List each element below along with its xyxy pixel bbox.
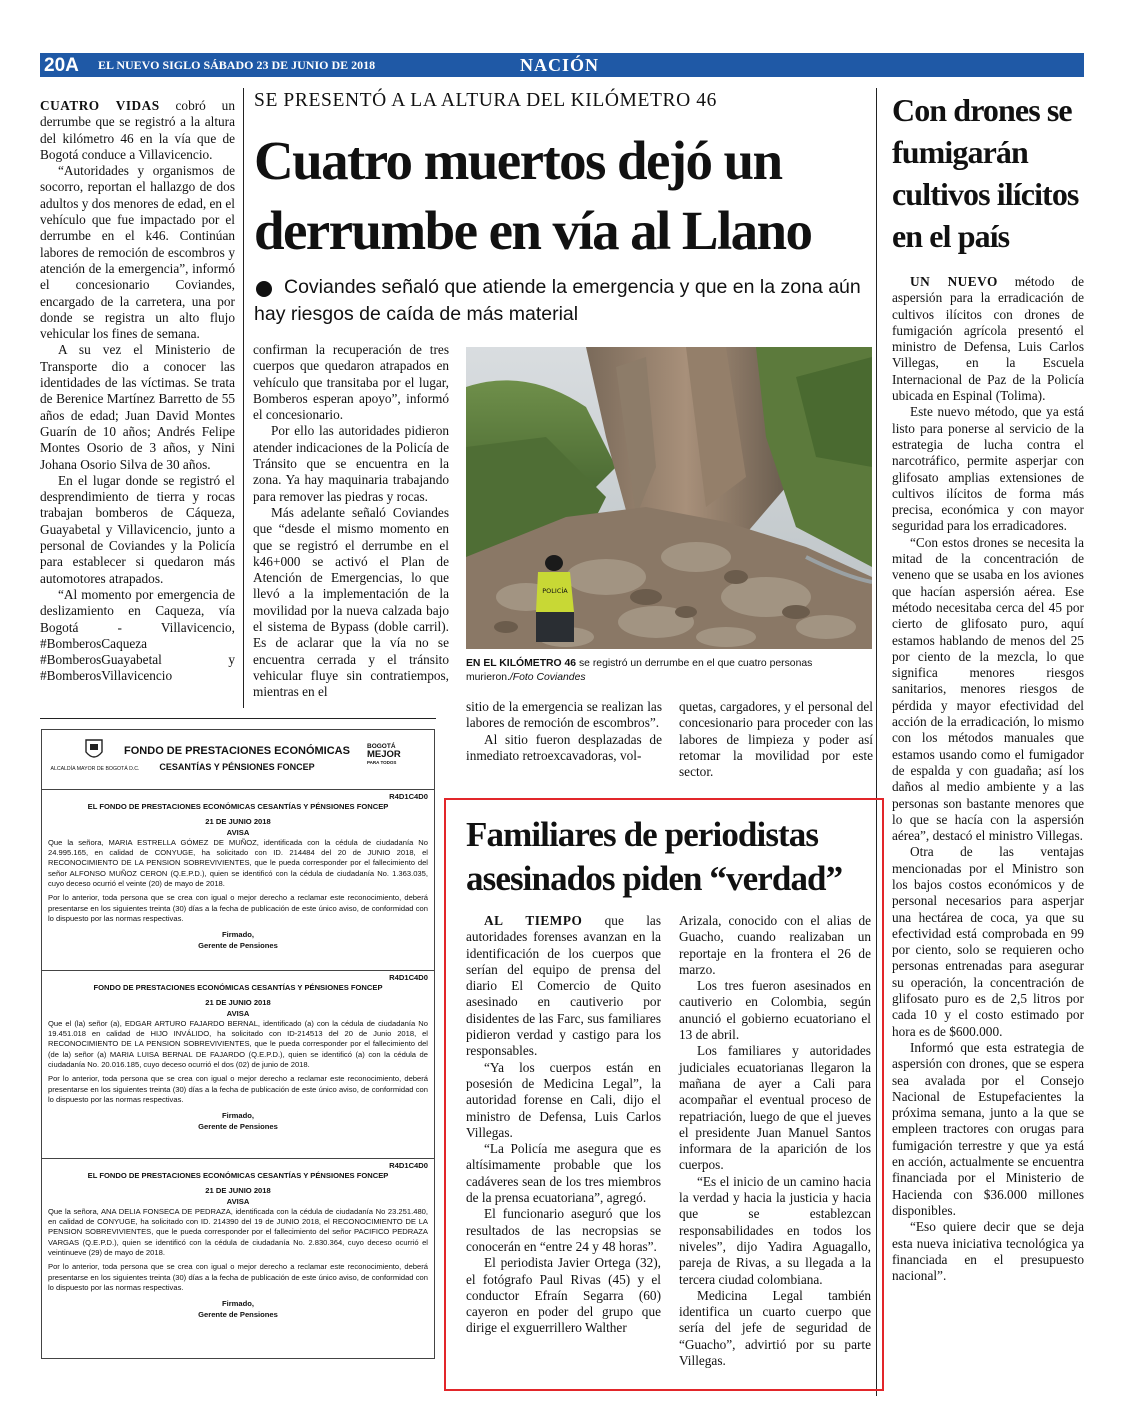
paragraph: Al sitio fueron desplazadas de inmediato retroexcavadoras, vol- [466, 731, 662, 763]
landslide-photo-graphic [466, 347, 872, 649]
notice-body: Que la señora, ANA DELIA FONSECA DE PEDRAZA, identificada con la cédula de ciudadanía No 23.251.480, en calidad de CONYUGE, ha solicitado con ID. 214390 del 19 de JUNIO 2018, el RECONOCIMIENTO DE LA PENSION SOBREVIVIENTES, que le pueda corresponder por el fallecimiento del señor PACIFICO PEDRAZA VARGAS (Q.E.P.D.), quien se identificó con la cédula de ciudadanía No. 2.830.364, cuyo deceso ocurrió el veintinueve (29) de mayo de 2018. [48, 1206, 428, 1258]
logo-main: MEJOR [367, 749, 401, 760]
paragraph: “La Policía me asegura que es altísimamente probable que los cadáveres sean de los tres miembros de la prensa ecuatoriana”, agregó. [466, 1141, 661, 1206]
bogota-mejor-logo [367, 743, 417, 765]
main-kicker: SE PRESENTÓ A LA ALTURA DEL KILÓMETRO 46 [254, 90, 717, 111]
coat-of-arms-graphic [76, 738, 112, 764]
caption-lead: EN EL KILÓMETRO 46 [466, 658, 577, 669]
paragraph: “Con estos drones se necesita la mitad de la concentración de veneno que se usaba en los aviones que hacían aspersión aérea. Ese método necesitaba cerca del 45 por cierto de glifosato puro, aquí estamos hablando de menos del 25 por ciento de la mezcla, lo que significa menores riesgos sanitarios, menores riesgos de pérdida y mayor efectividad del acción de la erradicación, lo mismo con los métodos manuales que estamos usando como el fumigador de espalda y con guadaña; así los daños al medio ambiente y a las personas son bastante menores que lo que se hacía con la aspersión aérea”, destacó el ministro Villegas. [892, 534, 1084, 844]
notice-body: Que la señora, MARIA ESTRELLA GÓMEZ DE MUÑOZ, identificada con la cédula de ciudadanía No 24.995.165, en calidad de CONYUGE, ha solicitado con ID. 214484 del 20 de JUNIO 2018, el RECONOCIMIENTO DE LA PENSION SOBREVIVIENTES, que le pueda corresponder por el fallecimiento del señor ALFONSO MUÑOZ CERON (Q.E.P.D.), quien se identificó con la cédula de ciudadanía No. 1.363.035, cuyo deceso ocurrió el veinte (20) de mayo de 2018. [48, 837, 428, 889]
notice-body: Por lo anterior, toda persona que se crea con igual o mejor derecho a reclamar este reconocimiento, deberá presentarse en los siguientes treinta (30) días a la fecha de publicación de este único aviso, de conformidad con lo dispuesto por las normas respectivas. [48, 1074, 428, 1104]
paper-date: EL NUEVO SIGLO SÁBADO 23 DE JUNIO DE 2018 [98, 58, 376, 72]
drones-column [892, 274, 1084, 1284]
notice-code: R4D1C4D0 [389, 973, 428, 982]
notice-aviso: AVISA [226, 1196, 250, 1206]
notice-heading: EL FONDO DE PRESTACIONES ECONÓMICAS CESANTÍAS Y PÉNSIONES FONCEP [87, 1171, 389, 1180]
notice-signature-title: Gerente de Pensiones [198, 1309, 278, 1319]
alcaldia-label: ALCALDÍA MAYOR DE BOGOTÁ D.C. [50, 766, 140, 772]
paragraph: Otra de las ventajas mencionadas por el Ministro son los bajos costos económicos y de personal necesarios para asperjar una hectárea de coca, ya que su efectividad está comprobada en 99 por ciento, solo se requieren ocho personas entrenadas para asegurar su operación, la concentración de glifosato puro es de 2,5 litros por cada 10 y el costo estimado por hora es de $600.000. [892, 844, 1084, 1039]
paragraph: cobró un derrumbe que se registró a la altura del kilómetro 46 en la vía que de Bogotá conduce a Villavicencio. [40, 98, 235, 162]
notice-aviso: AVISA [226, 1008, 250, 1018]
notice-code: R4D1C4D0 [389, 1161, 428, 1170]
vest-label: POLICÍA [542, 587, 568, 595]
paragraph: “Ya los cuerpos están en posesión de Medicina Legal”, la autoridad forense en Cali, dijo el ministro de Defensa, Luis Carlos Villegas. [466, 1059, 661, 1140]
paragraph: que las autoridades forenses avanzan en la identificación de los cuerpos que serían del equipo de prensa del diario El Comercio de Quito asesinado en cautiverio por disidentes de las Farc, sus familiares pidieron verdad y castigo para los responsables. [466, 913, 661, 1059]
logo-top: BOGOTÁ [367, 743, 396, 750]
lead-in: CUATRO VIDAS [40, 98, 160, 113]
paragraph: Este nuevo método, que ya está listo para ponerse al servicio de la estrategia de lucha contra el narcotráfico, permite asperjar con glifosato amplias extensiones de cultivos ilícitos de forma más precisa, económica y con mayor seguridad para los erradicadores. [892, 404, 1084, 534]
photo-caption [466, 657, 872, 685]
paragraph: “Al momento por emergencia de deslizamiento en Caqueza, vía Bogotá - Villavicencio, #BomberosCaqueza #BomberosGuayabetal y #BomberosVillavicencio [40, 586, 235, 684]
notice-code: R4D1C4D0 [389, 792, 428, 801]
notice-divider [42, 970, 434, 971]
section-rule [40, 718, 436, 719]
main-column-2 [253, 342, 449, 701]
paragraph: quetas, cargadores, y el personal del concesionario para proceder con las labores de limpieza y poder así retomar la movilidad por este sector. [679, 699, 873, 780]
page-number: 20A [44, 55, 79, 76]
paragraph: “Eso quiere decir que se deja esta nueva iniciativa tecnológica ya financiada en el presupuesto nacional”. [892, 1219, 1084, 1284]
notice-item [42, 1161, 434, 1320]
notice-item [42, 792, 434, 951]
main-column-4 [679, 699, 873, 780]
notice-heading: EL FONDO DE PRESTACIONES ECONÓMICAS CESANTÍAS Y PÉNSIONES FONCEP [87, 802, 389, 811]
paragraph: Medicina Legal también identifica un cuarto cuerpo que sería del jefe de seguridad de “Guacho”, advirtió por su parte Villegas. [679, 1287, 871, 1369]
paragraph: sitio de la emergencia se realizan las labores de remoción de escombros”. [466, 699, 662, 731]
legal-notice [41, 729, 435, 1359]
paragraph: Los tres fueron asesinados en cautiverio en Colombia, según anunció el gobierno ecuatoriano el 13 de abril. [679, 978, 871, 1043]
notice-heading: FONDO DE PRESTACIONES ECONÓMICAS CESANTÍAS Y PÉNSIONES FONCEP [93, 983, 383, 992]
paragraph: “Autoridades y organismos de socorro, reportan el hallazgo de dos adultos y dos menores de edad, en el vehículo que fue impactado por el derrumbe en el k46. Continúan labores de remoción de escombros y atención de la emergencia”, informó el concesionario Coviandes, encargado de la carretera, una por donde se registra un alto flujo vehicular los fines de semana. [40, 163, 235, 342]
main-subhead: Coviandes señaló que atiende la emergencia y que en la zona aún hay riesgos de caída de más material [254, 276, 861, 325]
notice-org-title: FONDO DE PRESTACIONES ECONÓMICAS [124, 745, 350, 757]
notice-divider [42, 1158, 434, 1159]
notice-signature: Firmado, [221, 1299, 255, 1309]
notice-body: Por lo anterior, toda persona que se crea con igual o mejor derecho a reclamar este reconocimiento, deberá presentarse en los siguientes treinta (30) días a la fecha de publicación de este único aviso, de conformidad con lo dispuesto por las normas respectivas. [48, 893, 428, 923]
periodistas-column-1 [466, 913, 661, 1337]
section-name: NACIÓN [520, 55, 600, 75]
paragraph: método de aspersión para la erradicación de cultivos ilícitos con drones de fumigación agrícola presentó el ministro de Defensa, Luis Carlos Villegas, en la Escuela Internacional de Paz de la Policía ubicada en Espinal (Tolima). [892, 274, 1084, 404]
notice-aviso: AVISA [226, 827, 250, 837]
notice-item [42, 973, 434, 1132]
notice-signature: Firmado, [221, 1111, 255, 1121]
main-column-3 [466, 699, 662, 764]
lead-in: AL TIEMPO [484, 913, 583, 928]
notice-org-subtitle: CESANTÍAS Y PÉNSIONES FONCEP [159, 762, 315, 772]
paragraph: confirman la recuperación de tres cuerpos que quedaron atrapados en vehículo que transitaba por el lugar, Bomberos esperan apoyo”, informó el concesionario. [253, 342, 449, 423]
main-headline: Cuatro muertos dejó un derrumbe en vía al Llano [254, 130, 812, 261]
paragraph: El periodista Javier Ortega (32), el fotógrafo Paul Rivas (45) y el conductor Efraín Segarra (60) cayeron en poder del grupo que dirige el exguerrillero Walther [466, 1255, 661, 1336]
paragraph: El funcionario aseguró que los resultados de las necropsias se conocerán en “entre 24 y 48 horas”. [466, 1206, 661, 1254]
caption-text: se registró un derrumbe en el que cuatro personas murieron. [466, 658, 813, 683]
notice-signature-title: Gerente de Pensiones [198, 940, 278, 950]
main-column-1 [40, 98, 235, 685]
notice-date: 21 DE JUNIO 2018 [205, 1186, 271, 1196]
notice-signature-title: Gerente de Pensiones [198, 1121, 278, 1131]
paragraph: Por ello las autoridades pidieron atender indicaciones de la Policía de Tránsito que se encuentra en la zona. Ya hay maquinaria trabajando para remover las piedras y rocas. [253, 423, 449, 504]
bogota-coat-of-arms-icon [76, 738, 112, 767]
column-rule [243, 88, 244, 708]
paragraph: A su vez el Ministerio de Transporte dio a conocer las identidades de las víctimas. Se trata de Berenice Martínez Barretto de 55 años de edad; Juan David Montes Guarín de 10 años; Andrés Felipe Montes Osorio de 3 años, y Nini Johana Osorio Silva de 30 años. [40, 342, 235, 472]
drones-headline: Con drones se fumigarán cultivos ilícitos en el país [892, 92, 1079, 254]
paragraph: Arizala, conocido con el alias de Guacho, cuando realizaban un reportaje en la frontera el 26 de marzo. [679, 913, 871, 977]
paragraph: Informó que esta estrategia de aspersión con drones, que se espera sea avalada por el Consejo Nacional de Estupefacientes la próxima semana, junto a la que se empleen tractores con orugas para fumigación terrestre y que ya está en acción, actualmente se encuentra financiada por el Ministerio de Hacienda con $36.000 millones disponibles. [892, 1039, 1084, 1218]
paragraph: Los familiares y autoridades judiciales ecuatorianas llegaron la mañana de ayer a Cali para acompañar el eventual proceso de repatriación, luego de que el jueves el presidente Juan Manuel Santos informara de la aparición de los cuerpos. [679, 1043, 871, 1173]
periodistas-column-2 [679, 913, 871, 1369]
logo-sub: PARA TODOS [367, 760, 397, 765]
notice-date: 21 DE JUNIO 2018 [205, 817, 271, 827]
paragraph: En el lugar donde se registró el desprendimiento de tierra y rocas trabajan bomberos de Cáqueza, Guayabetal y Villavicencio, junto a personal de Coviandes y la Policía para establecer si quedaron más automotores atrapados. [40, 472, 235, 586]
notice-date: 21 DE JUNIO 2018 [205, 998, 271, 1008]
landslide-photo [466, 347, 872, 649]
periodistas-headline: Familiares de periodistas asesinados piden “verdad” [466, 815, 843, 898]
notice-body: Por lo anterior, toda persona que se crea con igual o mejor derecho a reclamar este reconocimiento, deberá presentarse en los siguientes treinta (30) días a la fecha de publicación de este único aviso, de conformidad con lo dispuesto por las normas respectivas. [48, 1262, 428, 1292]
paragraph: “Es el inicio de un camino hacia la verdad y hacia la justicia y hacia que se establezcan responsabilidades en todos los niveles”, dijo Yadira Aguagallo, pareja de Rivas, a su llegada a la tercera ciudad colombiana. [679, 1173, 871, 1287]
photo-credit: /Foto Coviandes [509, 672, 586, 683]
notice-body: Que el (la) señor (a), EDGAR ARTURO FAJARDO BERNAL, identificado (a) con la cédula de ciudadanía No 19.451.018 en calidad de HIJO INVÁLIDO, ha solicitado con ID-214513 del 20 de Junio 2018, el RECONOCIMIENTO DE LA PENSION SOBREVIVIENTES, que le pueda corresponder por el fallecimiento del (de la) señor (a) MARIA LUISA BERNAL DE FAJARDO (Q.E.P.D.), quien se identificó (a) con la cédula de ciudadanía No. 20.016.185, cuyo deceso ocurrió el dos (02) de junio de 2018. [48, 1018, 428, 1070]
lead-in: UN NUEVO [910, 274, 998, 289]
paragraph: Más adelante señaló Coviandes que “desde el mismo momento en que se registró el derrumbe en el k46+000 se activó el Plan de Atención de Emergencias, lo que llevó a la implementación de la movilidad por la nueva calzada bajo el sistema de Bypass (doble carril). Es de aclarar que la vía no se encuentra cerrada y el tránsito vehicular fluye sin contratiempos, mientras en el [253, 504, 449, 700]
notice-divider [42, 789, 434, 790]
notice-signature: Firmado, [221, 930, 255, 940]
